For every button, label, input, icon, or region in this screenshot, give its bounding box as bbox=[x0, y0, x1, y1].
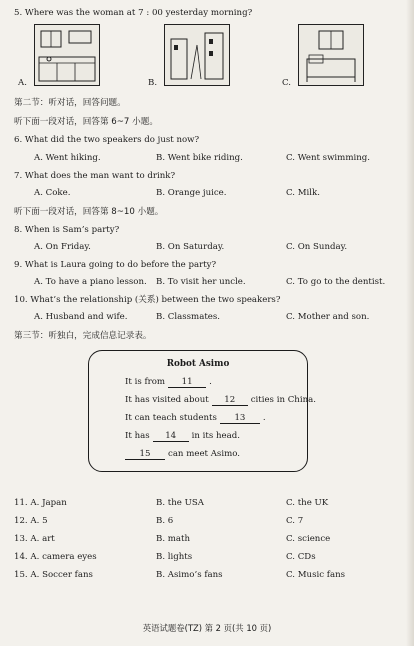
blank-13: 13 bbox=[220, 413, 260, 424]
q10-option-c: C. Mother and son. bbox=[286, 312, 370, 322]
q8-option-a: A. On Friday. bbox=[34, 242, 91, 252]
question-7: 7. What does the man want to drink? bbox=[14, 171, 176, 181]
q9-option-a: A. To have a piano lesson. bbox=[34, 277, 147, 287]
q13-option-a: 13. A. art bbox=[14, 534, 55, 544]
q8-option-c: C. On Sunday. bbox=[286, 242, 348, 252]
q14-option-a: 14. A. camera eyes bbox=[14, 552, 97, 562]
q10-option-a: A. Husband and wife. bbox=[34, 312, 128, 322]
q6-option-c: C. Went swimming. bbox=[286, 153, 370, 163]
question-10: 10. What’s the relationship (关系) between the two speakers? bbox=[14, 295, 281, 305]
q13-option-c: C. science bbox=[286, 534, 331, 544]
box-title: Robot Asimo bbox=[166, 359, 230, 369]
q7-option-c: C. Milk. bbox=[286, 188, 320, 198]
box-line-12: It has visited about 12 cities in China. bbox=[125, 395, 316, 405]
picture-kitchen-icon bbox=[34, 24, 100, 86]
q15-option-a: 15. A. Soccer fans bbox=[14, 570, 93, 580]
q6-option-b: B. Went bike riding. bbox=[156, 153, 243, 163]
page-footer: 英语试题卷(TZ) 第 2 页(共 10 页) bbox=[142, 623, 272, 633]
q11-option-b: B. the USA bbox=[156, 498, 204, 508]
q10-option-b: B. Classmates. bbox=[156, 312, 220, 322]
question-6: 6. What did the two speakers do just now? bbox=[14, 135, 200, 145]
q7-option-b: B. Orange juice. bbox=[156, 188, 227, 198]
q7-option-a: A. Coke. bbox=[34, 188, 71, 198]
q5-option-a: A. bbox=[18, 78, 27, 88]
q13-option-b: B. math bbox=[156, 534, 191, 544]
group-2-instruction: 听下面一段对话，回答第 8~10 小题。 bbox=[14, 207, 164, 217]
q12-option-a: 12. A. 5 bbox=[14, 516, 48, 526]
blank-11: 11 bbox=[168, 377, 206, 388]
q15-option-b: B. Asimo’s fans bbox=[156, 570, 223, 580]
page-edge-shadow bbox=[406, 0, 414, 646]
picture-bedroom-icon bbox=[298, 24, 364, 86]
part-3-heading: 第三节：听独白，完成信息记录表。 bbox=[14, 331, 152, 341]
q9-option-b: B. To visit her uncle. bbox=[156, 277, 246, 287]
question-5: 5. Where was the woman at 7 : 00 yesterday morning? bbox=[14, 8, 253, 18]
q14-option-b: B. lights bbox=[156, 552, 193, 562]
q6-option-a: A. Went hiking. bbox=[34, 153, 101, 163]
box-line-14: It has 14 in its head. bbox=[125, 431, 240, 441]
box-line-13: It can teach students 13 . bbox=[125, 413, 266, 423]
q14-option-c: C. CDs bbox=[286, 552, 316, 562]
question-8: 8. When is Sam’s party? bbox=[14, 225, 120, 235]
box-line-15: 15 can meet Asimo. bbox=[125, 449, 240, 460]
picture-street-icon bbox=[164, 24, 230, 86]
q9-option-c: C. To go to the dentist. bbox=[286, 277, 386, 287]
question-9: 9. What is Laura going to do before the party? bbox=[14, 260, 217, 270]
group-1-instruction: 听下面一段对话，回答第 6~7 小题。 bbox=[14, 117, 158, 127]
q5-option-b: B. bbox=[148, 78, 158, 88]
q15-option-c: C. Music fans bbox=[286, 570, 346, 580]
q11-option-a: 11. A. Japan bbox=[14, 498, 67, 508]
q5-option-c: C. bbox=[282, 78, 292, 88]
blank-12: 12 bbox=[212, 395, 248, 406]
blank-14: 14 bbox=[153, 431, 189, 442]
q12-option-b: B. 6 bbox=[156, 516, 174, 526]
blank-15: 15 bbox=[125, 449, 165, 460]
q11-option-c: C. the UK bbox=[286, 498, 329, 508]
info-record-box bbox=[88, 350, 316, 472]
q8-option-b: B. On Saturday. bbox=[156, 242, 225, 252]
q12-option-c: C. 7 bbox=[286, 516, 304, 526]
box-line-11: It is from 11 . bbox=[125, 377, 212, 387]
part-2-heading: 第二节：听对话，回答问题。 bbox=[14, 98, 126, 108]
